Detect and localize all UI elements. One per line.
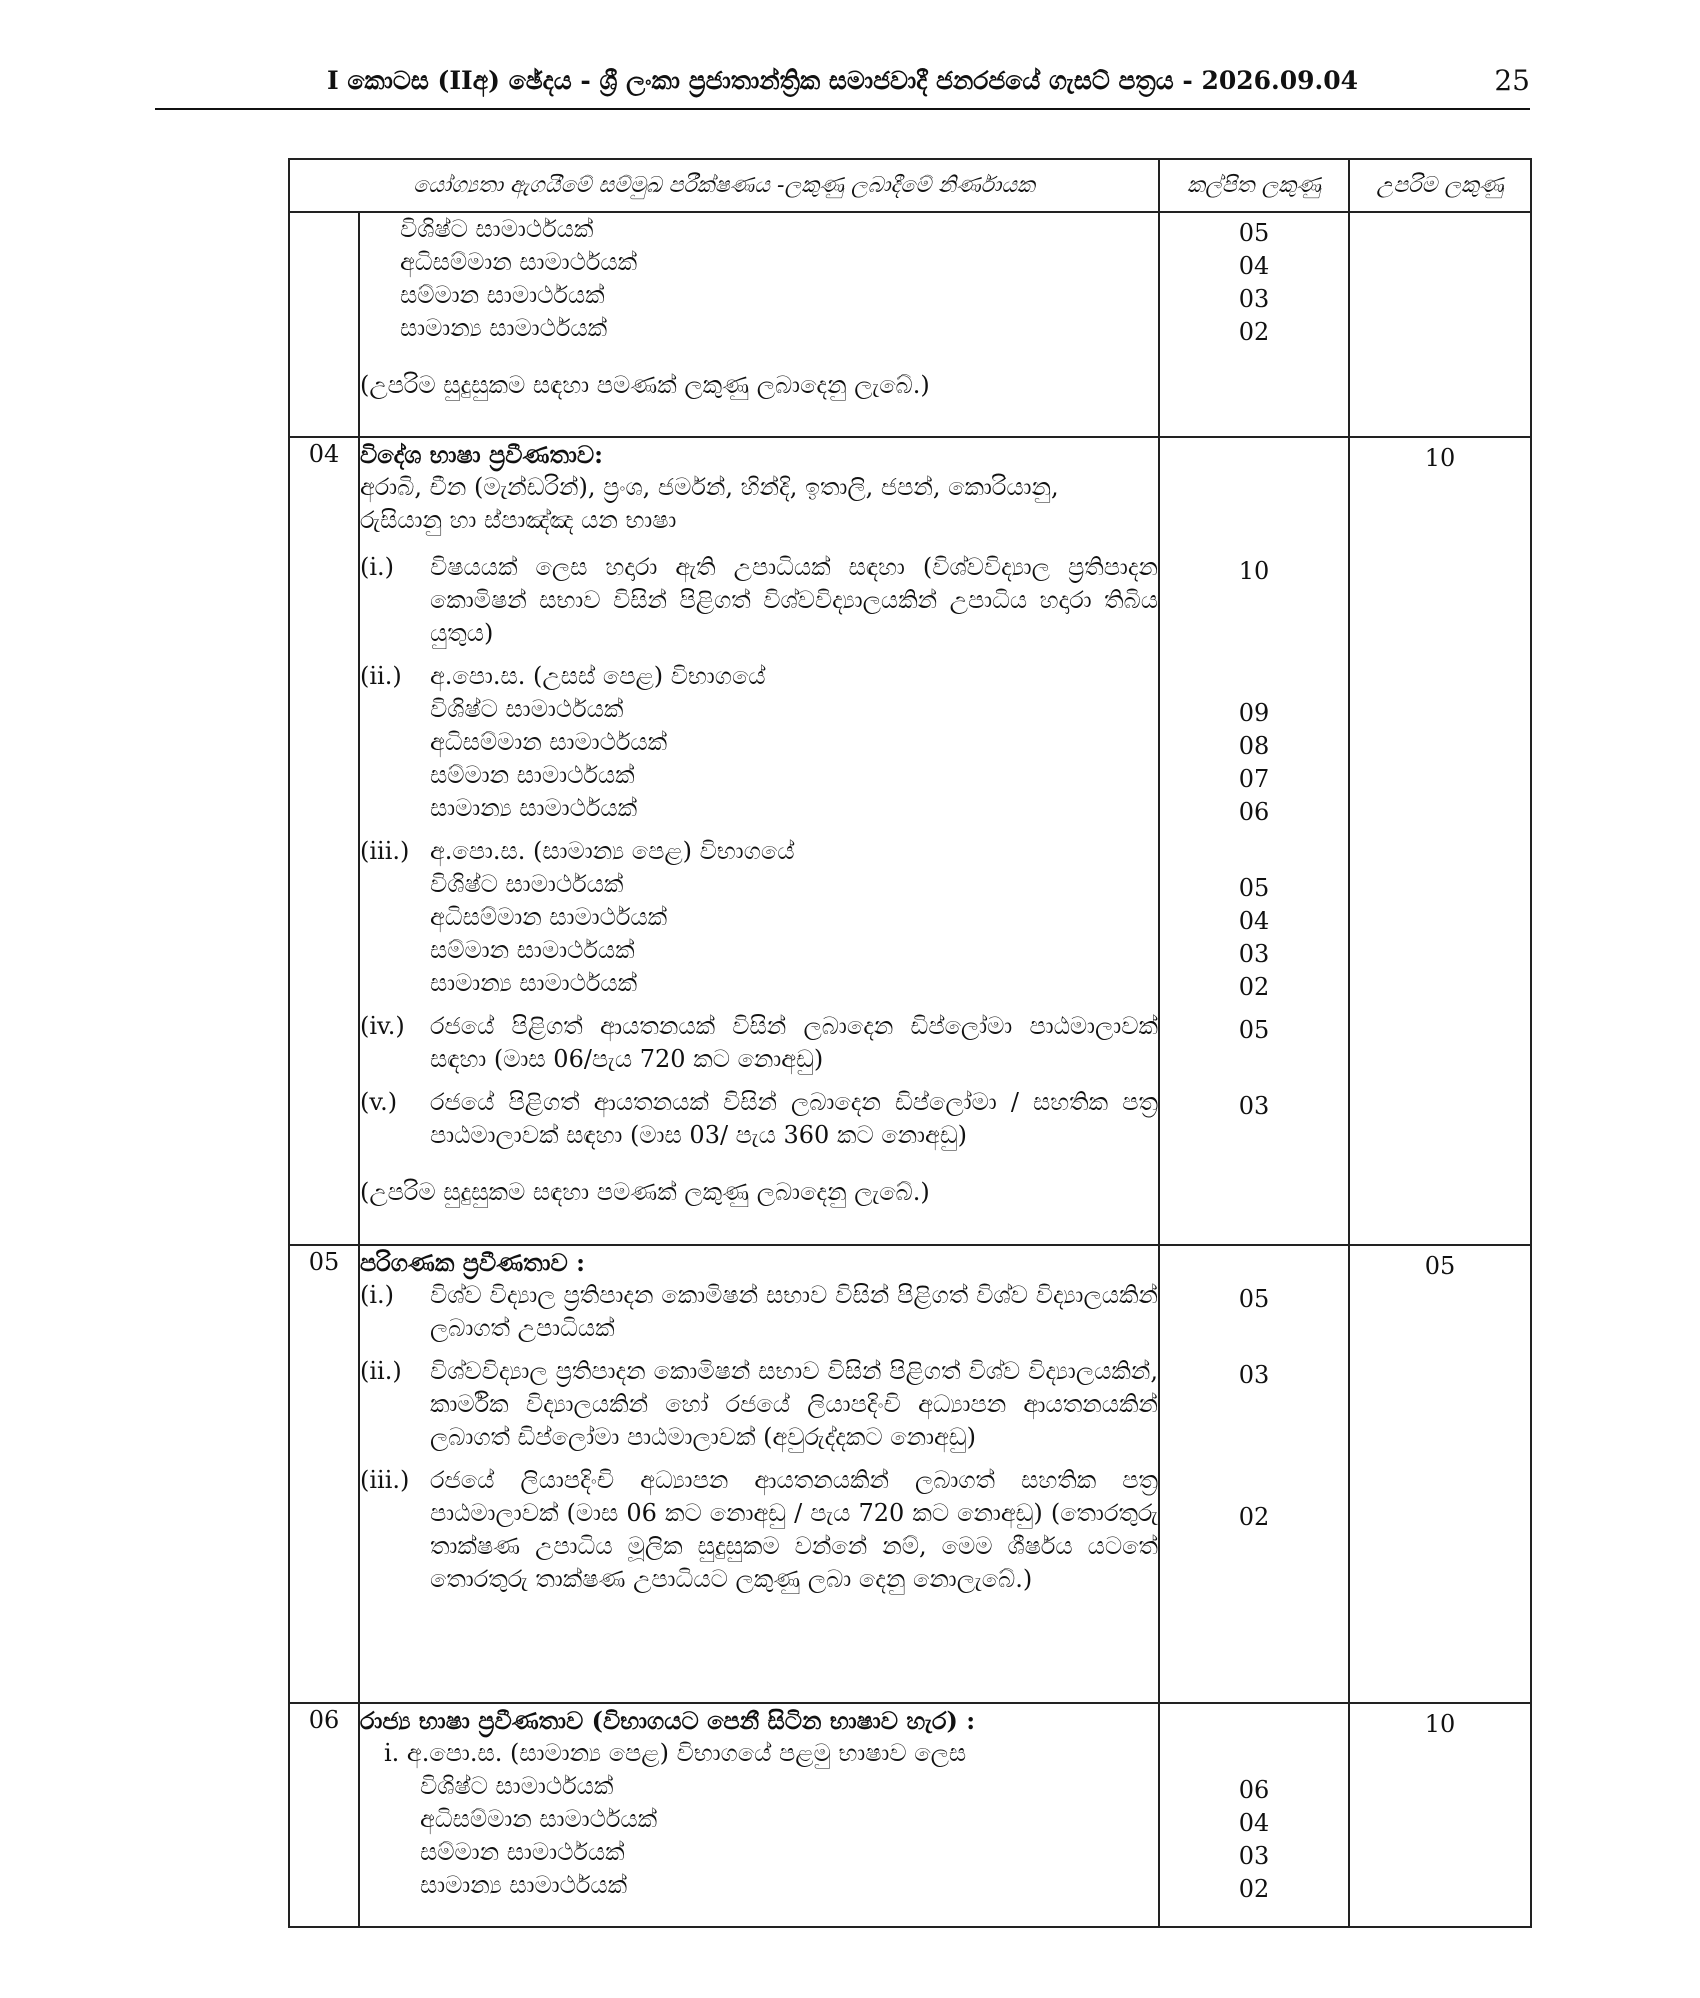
header-max-marks: උපරිම ලකුණු xyxy=(1349,159,1531,212)
section-heading: රාජ්‍ය භාෂා ප්‍රවීණතාව (විභාගයට පෙනී සිටින භාෂාව හැර) : xyxy=(360,1706,976,1735)
marks-table xyxy=(288,158,1532,1928)
mark-value: 03 xyxy=(1238,940,1270,968)
list-item xyxy=(360,1279,1158,1345)
mark-value: 03 xyxy=(1238,1361,1270,1389)
mark-value: 03 xyxy=(1238,1842,1270,1870)
criteria-cell xyxy=(359,212,1159,437)
grade-line: විශිෂ්ට සාමාර්ථයක් xyxy=(430,870,624,898)
grade-line: සම්මාන සාමාර්ථයක් xyxy=(400,281,605,309)
list-item xyxy=(360,1086,1158,1152)
criteria-cell xyxy=(359,1703,1159,1927)
grade-line: සම්මාන සාමාර්ථයක් xyxy=(430,936,635,964)
item-text: රජයේ පිළිගත් ආයතනයක් විසින් ලබාදෙන ඩිප්ලෝමා / සහතික පත්‍ර පාඨමාලාවක් සඳහා (මාස 03/ පැය 360 කට නොඅඩු) xyxy=(430,1088,1158,1149)
table-header-row xyxy=(289,159,1531,212)
grade-line: සම්මාන සාමාර්ථයක් xyxy=(420,1838,625,1866)
grade-line: සාමාන්‍ය සාමාර්ථයක් xyxy=(400,314,608,342)
mark-value: 03 xyxy=(1238,285,1270,313)
item-text: රජයේ ලියාපදිංචි අධ්‍යාපන ආයතනයකින් ලබාගත් සහතික පත්‍ර පාඨමාලාවක් (මාස 06 කට නොඅඩු / පැය 720 කට නොඅඩු) (තොරතුරු තාක්ෂණ උපාධිය මූලික සුදුසුකම වන්නේ නම්, මෙම ශීර්ෂය යටතේ තොරතුරු තාක්ෂණ උපාධියට ලකුණු ලබා දෙනු නොලැබේ.) xyxy=(430,1466,1158,1593)
marks-cell xyxy=(1159,212,1349,437)
item-text: විශ්වවිද්‍යාල ප්‍රතිපාදන කොමිෂන් සභාව විසින් පිළිගත් විශ්ව විද්‍යාලයකින්, කාර්මික විද්‍යාලයකින් හෝ රජයේ ලියාපදිංචි අධ්‍යාපන ආයතනයකින් ලබාගත් ඩිප්ලෝමා පාඨමාලාවක් (අවුරුද්දකට නොඅඩු) xyxy=(430,1357,1158,1451)
item-label: (iii.) xyxy=(360,837,410,865)
item-text: විෂයයක් ලෙස හදාරා ඇති උපාධියක් සඳහා (විශ්වවිද්‍යාල ප්‍රතිපාදන කොමිෂන් සභාව විසින් පිළිගත් විශ්වවිද්‍යාලයකින් උපාධිය හදාරා තිබිය යුතුය) xyxy=(430,553,1158,647)
item-text: රජයේ පිළිගත් ආයතනයක් විසින් ලබාදෙන ඩිප්ලෝමා පාඨමාලාවක් සඳහා (මාස 06/පැය 720 කට නොඅඩු) xyxy=(430,1012,1158,1073)
grade-line: සාමාන්‍ය සාමාර්ථයක් xyxy=(420,1871,628,1899)
row-number: 05 xyxy=(289,1245,359,1703)
page-header xyxy=(155,62,1530,110)
marks-cell xyxy=(1159,437,1349,1245)
item-text: විශ්ව විද්‍යාල ප්‍රතිපාදන කොමිෂන් සභාව විසින් පිළිගත් විශ්ව විද්‍යාලයකින් ලබාගත් උපාධියක් xyxy=(430,1281,1158,1342)
marks-cell xyxy=(1159,1703,1349,1927)
max-value: 10 xyxy=(1424,1710,1456,1738)
grade-line: විශිෂ්ට සාමාර්ථයක් xyxy=(430,695,624,723)
table-row xyxy=(289,212,1531,437)
grade-line: විශිෂ්ට සාමාර්ථයක් xyxy=(420,1772,614,1800)
header-assumed-marks: කල්පිත ලකුණු xyxy=(1159,159,1349,212)
item-label: (v.) xyxy=(360,1088,398,1116)
marks-cell xyxy=(1159,1245,1349,1703)
mark-value: 04 xyxy=(1238,907,1270,935)
grade-line: අධිසම්මාන සාමාර්ථයක් xyxy=(400,248,638,276)
item-title: i. අ.පො.ස. (සාමාන්‍ය පෙළ) විභාගයේ පළමු භාෂාව ලෙස xyxy=(384,1739,967,1767)
list-item xyxy=(360,551,1158,650)
list-item xyxy=(360,1464,1158,1596)
row-number: 06 xyxy=(289,1703,359,1927)
intro-text: අරාබි, චීන (මැන්ඩරින්), ප්‍රංශ, ජර්මන්, හින්දි, ඉතාලි, ජපන්, කොරියානු, xyxy=(360,473,1059,501)
mark-value: 03 xyxy=(1238,1092,1270,1120)
note: (උපරිම සුදුසුකම සඳහා පමණක් ලකුණු ලබාදෙනු ලැබේ.) xyxy=(360,371,930,399)
max-cell xyxy=(1349,1245,1531,1703)
mark-value: 02 xyxy=(1238,318,1270,346)
mark-value: 10 xyxy=(1238,557,1270,585)
list-item xyxy=(360,660,1158,825)
mark-value: 06 xyxy=(1238,798,1270,826)
mark-value: 05 xyxy=(1238,219,1270,247)
list-item xyxy=(360,1010,1158,1076)
table-row xyxy=(289,1245,1531,1703)
mark-value: 08 xyxy=(1238,732,1270,760)
row-number-cell xyxy=(289,212,359,437)
section-heading: පරිගණක ප්‍රවීණතාව : xyxy=(360,1248,586,1277)
grade-line: සාමාන්‍ය සාමාර්ථයක් xyxy=(430,794,638,822)
mark-value: 04 xyxy=(1238,252,1270,280)
max-value: 05 xyxy=(1424,1252,1456,1280)
note: (උපරිම සුදුසුකම සඳහා පමණක් ලකුණු ලබාදෙනු ලැබේ.) xyxy=(360,1178,930,1206)
max-value: 10 xyxy=(1424,444,1456,472)
max-cell xyxy=(1349,1703,1531,1927)
grade-line: විශිෂ්ට සාමාර්ථයක් xyxy=(400,215,594,243)
table-row xyxy=(289,437,1531,1245)
item-label: (i.) xyxy=(360,1281,395,1309)
grade-line: සම්මාන සාමාර්ථයක් xyxy=(430,761,635,789)
header-criteria: යෝග්‍යතා ඇගයීමේ සම්මුඛ පරීක්ෂණය -ලකුණු ලබාදීමේ නිර්ණායක xyxy=(289,159,1159,212)
list-item xyxy=(360,1355,1158,1454)
intro-text: රුසියානු හා ස්පාඤ්ඤ යන භාෂා xyxy=(360,506,677,534)
item-title: අ.පො.ස. (සාමාන්‍ය පෙළ) විභාගයේ xyxy=(430,837,795,865)
mark-value: 06 xyxy=(1238,1776,1270,1804)
section-heading: විදේශ භාෂා ප්‍රවීණතාව: xyxy=(360,440,604,469)
item-label: (i.) xyxy=(360,553,395,581)
gazette-title: I කොටස (IIඅ) ඡේදය - ශ්‍රී ලංකා ප්‍රජාතාන්ත්‍රික සමාජවාදී ජනරජයේ ගැසට් පත්‍රය - 2026.09.04 xyxy=(326,66,1359,95)
grade-line: සාමාන්‍ය සාමාර්ථයක් xyxy=(430,969,638,997)
row-number: 04 xyxy=(289,437,359,1245)
mark-value: 05 xyxy=(1238,1016,1270,1044)
item-label: (ii.) xyxy=(360,1357,402,1385)
page-number: 25 xyxy=(1494,64,1530,97)
grade-line: අධිසම්මාන සාමාර්ථයක් xyxy=(420,1805,658,1833)
item-label: (iv.) xyxy=(360,1012,405,1040)
criteria-cell xyxy=(359,437,1159,1245)
table-row xyxy=(289,1703,1531,1927)
mark-value: 09 xyxy=(1238,699,1270,727)
max-cell xyxy=(1349,437,1531,1245)
item-title: අ.පො.ස. (උසස් පෙළ) විභාගයේ xyxy=(430,662,766,690)
mark-value: 04 xyxy=(1238,1809,1270,1837)
mark-value: 02 xyxy=(1238,1503,1270,1531)
criteria-cell xyxy=(359,1245,1159,1703)
mark-value: 07 xyxy=(1238,765,1270,793)
grade-line: අධිසම්මාන සාමාර්ථයක් xyxy=(430,903,668,931)
mark-value: 02 xyxy=(1238,1875,1270,1903)
mark-value: 02 xyxy=(1238,973,1270,1001)
mark-value: 05 xyxy=(1238,1285,1270,1313)
grade-line: අධිසම්මාන සාමාර්ථයක් xyxy=(430,728,668,756)
mark-value: 05 xyxy=(1238,874,1270,902)
item-label: (iii.) xyxy=(360,1466,410,1494)
max-cell xyxy=(1349,212,1531,437)
list-item xyxy=(360,835,1158,1000)
item-label: (ii.) xyxy=(360,662,402,690)
